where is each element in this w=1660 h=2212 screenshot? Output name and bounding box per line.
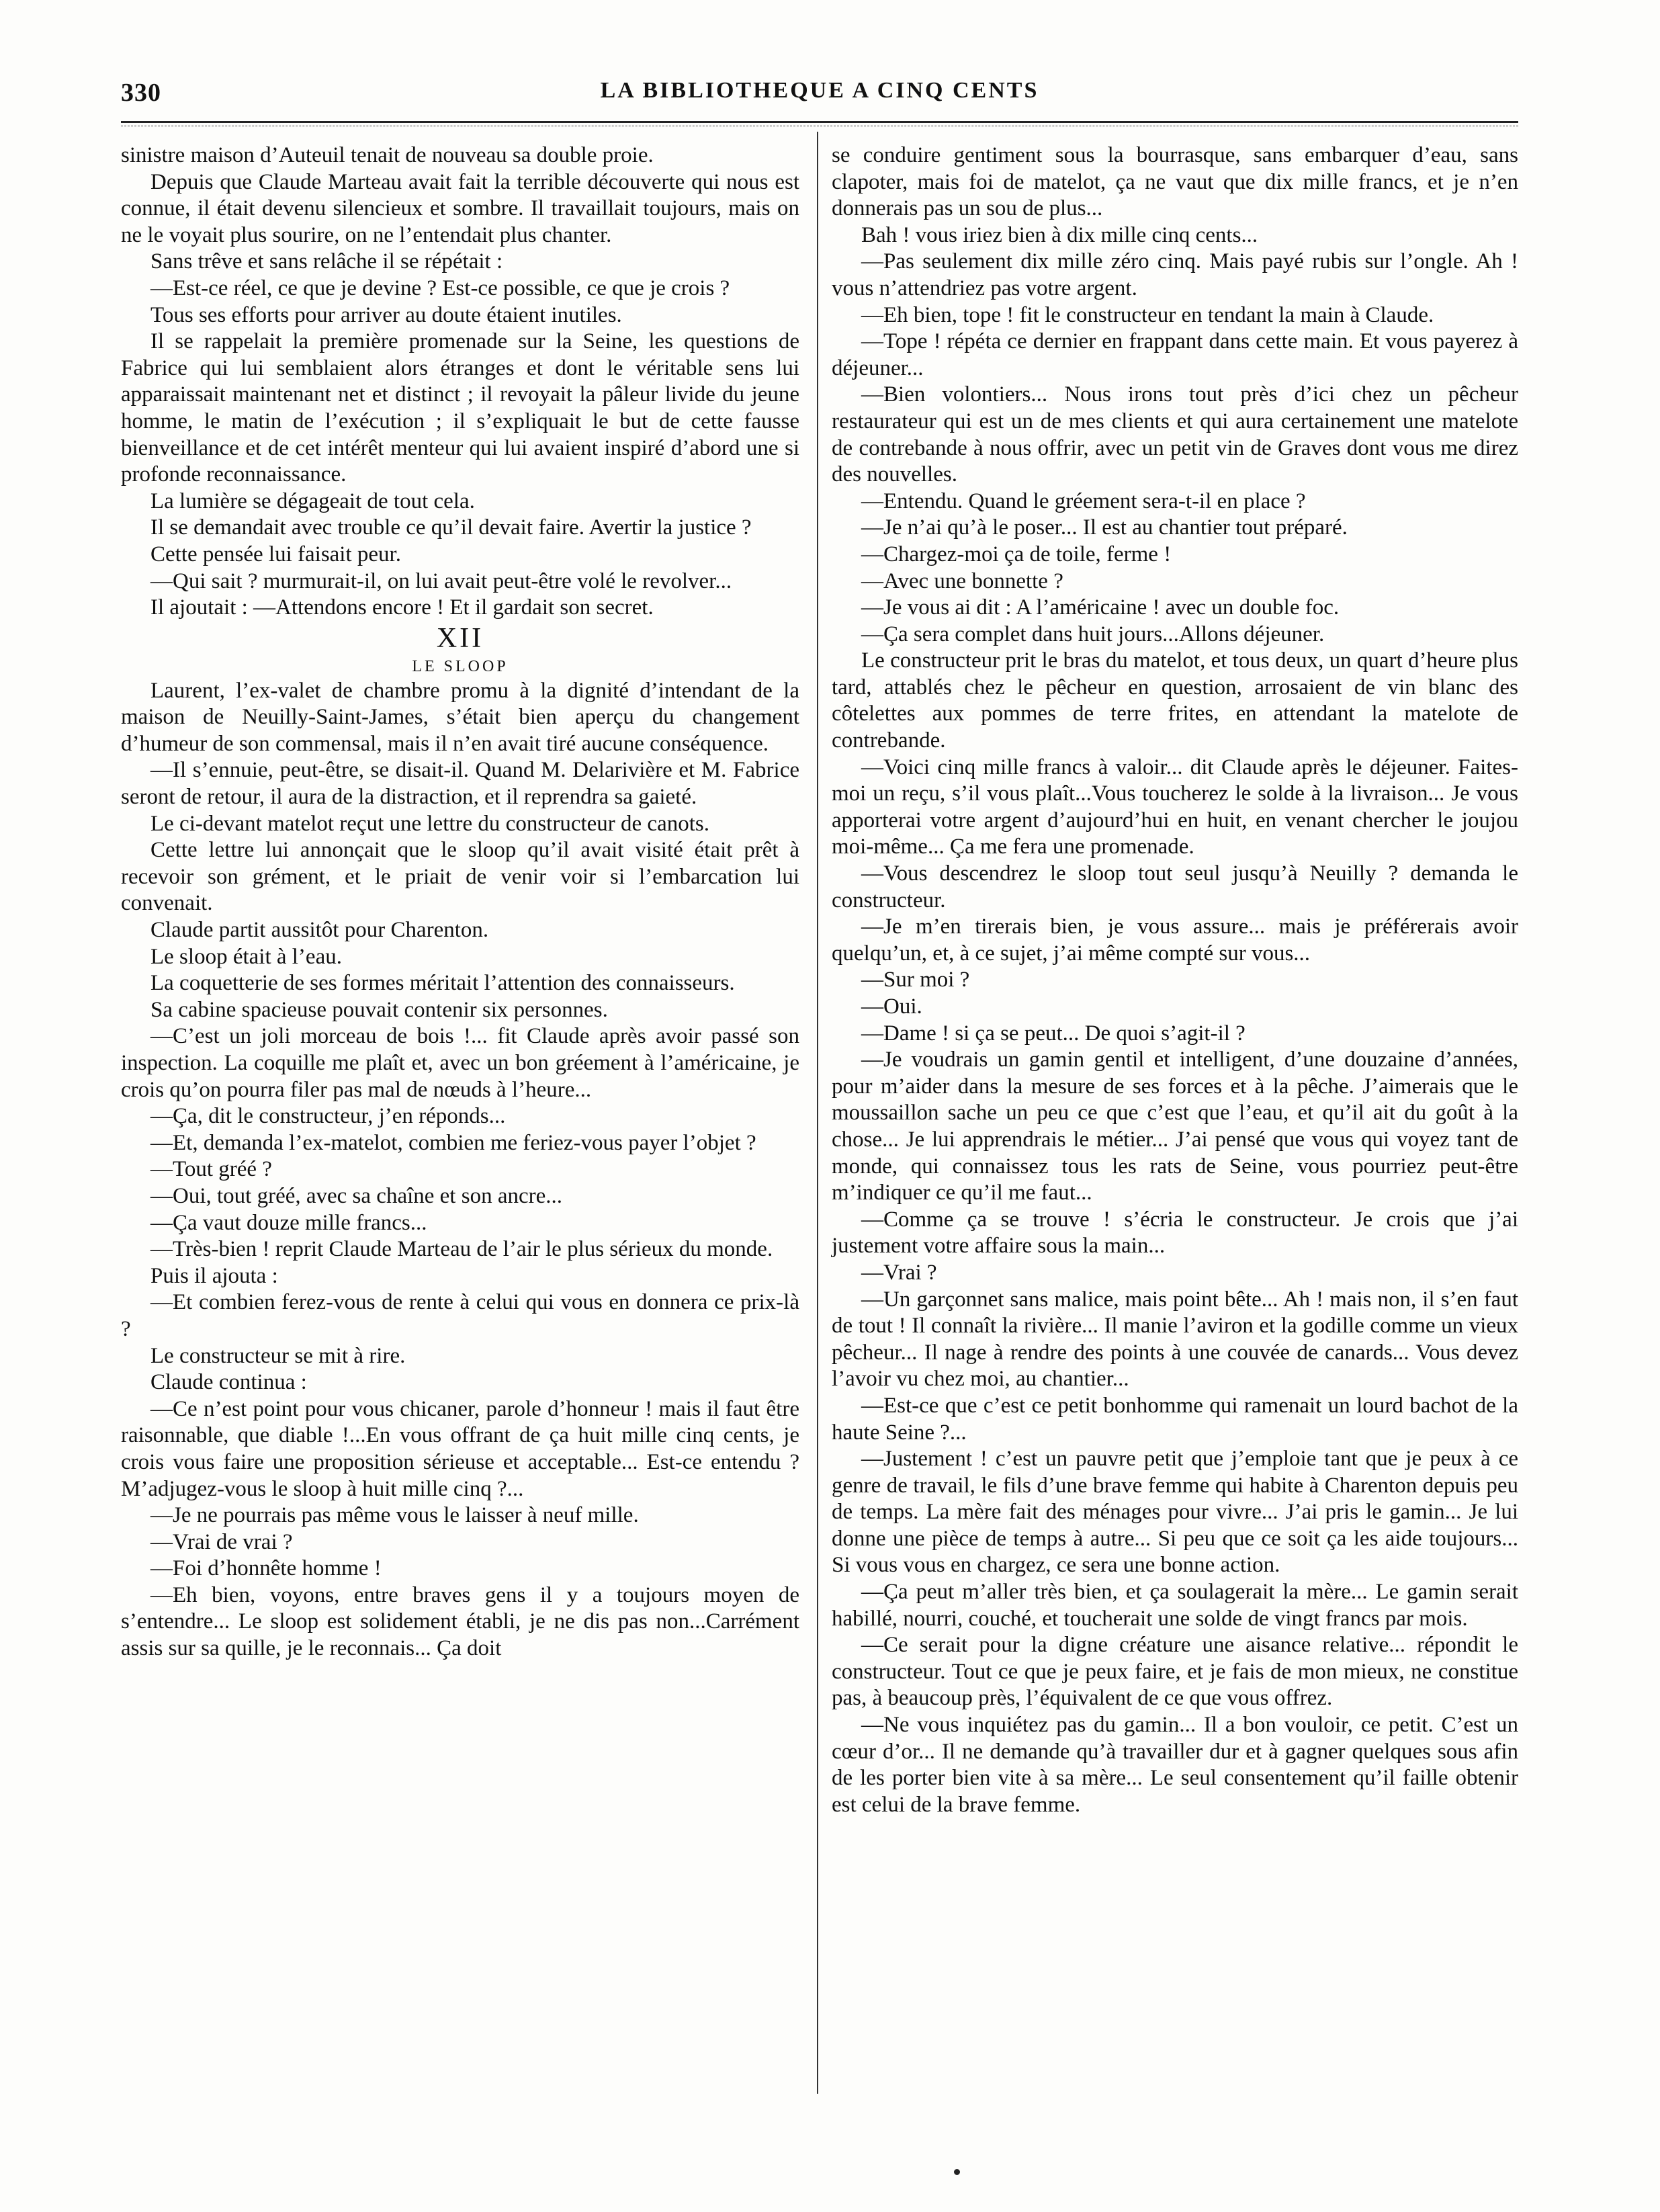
paragraph: —Je ne pourrais pas même vous le laisser à neuf mille. (150, 1503, 639, 1528)
paragraph: —Très-bien ! reprit Claude Marteau de l’air le plus sérieux du monde. (150, 1237, 773, 1262)
paragraph: Cette pensée lui faisait peur. (150, 542, 401, 566)
paragraph: La lumière se dégageait de tout cela. (150, 488, 475, 513)
paragraph: —Oui, tout gréé, avec sa chaîne et son ancre... (150, 1183, 562, 1208)
paragraph: —Vrai ? (861, 1260, 937, 1285)
paragraph: —Ça sera complet dans huit jours...Allons déjeuner. (861, 622, 1325, 646)
paragraph: La coquetterie de ses formes méritait l’attention des connaisseurs. (150, 971, 735, 996)
paragraph: —Est-ce que c’est ce petit bonhomme qui ramenait un lourd bachot de la haute Seine ?... (832, 1393, 1518, 1445)
paragraph: —Ce serait pour la digne créature une aisance relative... répondit le constructeur. Tout ce que je peux faire, et je fais de mon mieux, ne constitue pas, à beaucoup près, l’équivalent de ce que vous offrez. (832, 1633, 1518, 1711)
paragraph: —Eh bien, tope ! fit le constructeur en tendant la main à Claude. (861, 302, 1434, 327)
paragraph: —Sur moi ? (861, 968, 970, 992)
paragraph: —Un garçonnet sans malice, mais point bête... Ah ! mais non, il s’en faut de tout ! Il connaît la rivière... Il manie l’aviron et la godille comme un vieux pêcheur... Il nage à rendre des points à une couvée de canards... Vous devez l’avoir vu chez moi, au chantier... (832, 1287, 1518, 1392)
paragraph: Sa cabine spacieuse pouvait contenir six personnes. (150, 997, 608, 1022)
paragraph: Il se rappelait la première promenade sur la Seine, les questions de Fabrice qui lui semblaient alors étranges et dont le véritable sens lui apparaissait maintenant net et distinct ; il revoyait la pâleur livide du jeune homme, le matin de l’exécution ; il s’expliquait le but de cette fausse bienveillance et de cet intérêt menteur qui lui avaient inspiré d’abord une si profonde reconnaissance. (121, 329, 799, 487)
paragraph: Depuis que Claude Marteau avait fait la terrible découverte qui nous est connue, il était devenu silencieux et sombre. Il travaillait toujours, mais on ne le voyait plus sourire, on ne l’entendait plus chanter. (121, 169, 799, 247)
paragraph: —Foi d’honnête homme ! (150, 1556, 382, 1581)
paragraph: Le constructeur se mit à rire. (150, 1343, 406, 1368)
paragraph: Cette lettre lui annonçait que le sloop qu’il avait visité était prêt à recevoir son grément, et le priait de venir voir si l’embarcation lui convenait. (121, 838, 799, 916)
paragraph: —Vrai de vrai ? (150, 1529, 293, 1554)
paragraph: Laurent, l’ex-valet de chambre promu à la dignité d’intendant de la maison de Neuilly-Saint-James, s’était bien aperçu du changement d’humeur de son commensal, mais il n’en avait tiré aucune conséquence. (121, 678, 799, 756)
paragraph: —Vous descendrez le sloop tout seul jusqu’à Neuilly ? demanda le constructeur. (832, 861, 1518, 912)
paragraph: —Je n’ai qu’à le poser... Il est au chantier tout préparé. (861, 515, 1348, 540)
paragraph: Claude partit aussitôt pour Charenton. (150, 918, 489, 943)
paragraph: —Oui. (861, 994, 922, 1019)
paragraph: Il ajoutait : —Attendons encore ! Et il gardait son secret. (150, 595, 654, 620)
paragraph: Le constructeur prit le bras du matelot, et tous deux, un quart d’heure plus tard, attablés chez le pêcheur en question, arrosaient de vin blanc des côtelettes aux pommes de terre frites, en attendant la matelote de contrebande. (832, 648, 1518, 753)
paragraph: —Ça vaut douze mille francs... (150, 1210, 427, 1235)
paragraph: Le ci-devant matelot reçut une lettre du constructeur de canots. (150, 811, 709, 836)
paragraph: —Ça peut m’aller très bien, et ça soulagerait la mère... Le gamin serait habillé, nourri, couché, et toucherait une solde de vingt francs par mois. (832, 1580, 1518, 1631)
page-number: 330 (121, 79, 161, 107)
paragraph: —Dame ! si ça se peut... De quoi s’agit-il ? (861, 1021, 1246, 1046)
paragraph: —Tope ! répéta ce dernier en frappant dans cette main. Et vous payerez à déjeuner... (832, 329, 1518, 380)
paragraph: —Avec une bonnette ? (861, 568, 1063, 593)
paragraph: —Il s’ennuie, peut-être, se disait-il. Quand M. Delarivière et M. Fabrice seront de retour, il aura de la distraction, et il reprendra sa gaieté. (121, 758, 799, 810)
paragraph: Sans trêve et sans relâche il se répétait : (150, 249, 503, 274)
paragraph: —Qui sait ? murmurait-il, on lui avait peut-être volé le revolver... (150, 568, 732, 593)
left-column-paragraphs (121, 142, 799, 622)
paragraph: —Entendu. Quand le gréement sera-t-il en place ? (861, 488, 1306, 513)
chapter-number: XII (436, 622, 484, 654)
paragraph: Tous ses efforts pour arriver au doute étaient inutiles. (150, 302, 622, 327)
paragraph: Il se demandait avec trouble ce qu’il devait faire. Avertir la justice ? (150, 515, 752, 540)
paragraph: se conduire gentiment sous la bourrasque, sans embarquer d’eau, sans clapoter, mais foi de matelot, ça ne vaut que dix mille francs, et je n’en donnerais pas un sou de plus... (832, 143, 1518, 221)
paragraph: Puis il ajouta : (150, 1263, 278, 1288)
paragraph: —Et, demanda l’ex-matelot, combien me feriez-vous payer l’objet ? (150, 1130, 756, 1155)
paragraph: —Je voudrais un gamin gentil et intelligent, d’une douzaine d’années, pour m’aider dans la mesure de ses forces et à la pêche. J’aimerais que le moussaillon sache un peu ce que c’est que l’eau, et qu’il ait du goût à la chose... Je lui apprendrais le métier... J’ai pensé que vous qui voyez tant de monde, qui connaissez tous les rats de Seine, vous pourriez peut-être m’indiquer ce qu’il me faut... (832, 1048, 1518, 1205)
paragraph: —Ça, dit le constructeur, j’en réponds... (150, 1104, 506, 1129)
left-column (121, 142, 799, 1662)
page-header (121, 78, 1518, 118)
paragraph: —Eh bien, voyons, entre braves gens il y a toujours moyen de s’entendre... Le sloop est solidement établi, je ne dis pas non...Carrément assis sur sa quille, je le reconnais... Ça doit (121, 1582, 799, 1661)
paragraph: —Pas seulement dix mille zéro cinq. Mais payé rubis sur l’ongle. Ah ! vous n’attendriez pas votre argent. (832, 249, 1518, 300)
column-divider (817, 132, 818, 2094)
paragraph: —Bien volontiers... Nous irons tout près d’ici chez un pêcheur restaurateur qui est un de mes clients et qui aura certainement une matelote de contrebande à nous offrir, avec un petit vin de Graves dont vous me direz des nouvelles. (832, 382, 1518, 487)
paragraph: sinistre maison d’Auteuil tenait de nouveau sa double proie. (121, 143, 654, 167)
ink-speck (954, 2169, 960, 2175)
right-column-paragraphs (832, 142, 1518, 1818)
chapter-title: LE SLOOP (412, 657, 509, 675)
running-title: LA BIBLIOTHEQUE A CINQ CENTS (600, 78, 1039, 103)
paragraph: —Ne vous inquiétez pas du gamin... Il a bon vouloir, ce petit. C’est un cœur d’or... Il ne demande qu’à travailler dur et à gagner quelques sous afin de les porter bien vite à sa mère... Le seul consentement qu’il faille obtenir est celui de la brave femme. (832, 1713, 1518, 1817)
paragraph: —Tout gréé ? (150, 1157, 272, 1182)
paragraph: —Voici cinq mille francs à valoir... dit Claude après le déjeuner. Faites-moi un reçu, s’il vous plaît...Vous toucherez le solde à la livraison... Je vous apporterai votre argent d’aujourd’hui en huit, en venant chercher le joujou moi-même... Ça me fera une promenade. (832, 755, 1518, 859)
header-rule (121, 121, 1518, 126)
paragraph: —Justement ! c’est un pauvre petit que j’emploie tant que je peux à ce genre de travail, le fils d’une brave femme qui habite à Charenton depuis peu de temps. La mère fait des ménages pour vivre... J’ai pris le gamin... Je lui donne une pièce de temps à autre... Si peu que ce soit ça les aide toujours... Si vous vous en chargez, ce sera une bonne action. (832, 1447, 1518, 1578)
paragraph: —Chargez-moi ça de toile, ferme ! (861, 542, 1172, 566)
paragraph: Bah ! vous iriez bien à dix mille cinq cents... (861, 222, 1258, 247)
paragraph: —Je vous ai dit : A l’américaine ! avec un double foc. (861, 595, 1340, 620)
left-column-chapter-paragraphs (121, 678, 799, 1662)
paragraph: Le sloop était à l’eau. (150, 944, 342, 969)
paragraph: —Je m’en tirerais bien, je vous assure... mais je préférerais avoir quelqu’un, et, à ce sujet, j’ai même compté sur vous... (832, 914, 1518, 966)
paragraph: —Est-ce réel, ce que je devine ? Est-ce possible, ce que je crois ? (150, 275, 730, 300)
right-column (832, 142, 1518, 1818)
paragraph: —Comme ça se trouve ! s’écria le constructeur. Je crois que j’ai justement votre affaire sous la main... (832, 1207, 1518, 1259)
paragraph: —C’est un joli morceau de bois !... fit Claude après avoir passé son inspection. La coquille me plaît et, avec un bon gréement à l’américaine, je crois qu’on pourra filer pas mal de nœuds à l’heure... (121, 1024, 799, 1102)
paragraph: Claude continua : (150, 1370, 307, 1395)
paragraph: —Ce n’est point pour vous chicaner, parole d’honneur ! mais il faut être raisonnable, que diable !...En vous offrant de ça huit mille cinq cents, je crois vous faire une proposition sérieuse et acceptable... Est-ce entendu ? M’adjugez-vous le sloop à huit mille cinq ?... (121, 1396, 799, 1501)
paragraph: —Et combien ferez-vous de rente à celui qui vous en donnera ce prix-là ? (121, 1290, 799, 1341)
